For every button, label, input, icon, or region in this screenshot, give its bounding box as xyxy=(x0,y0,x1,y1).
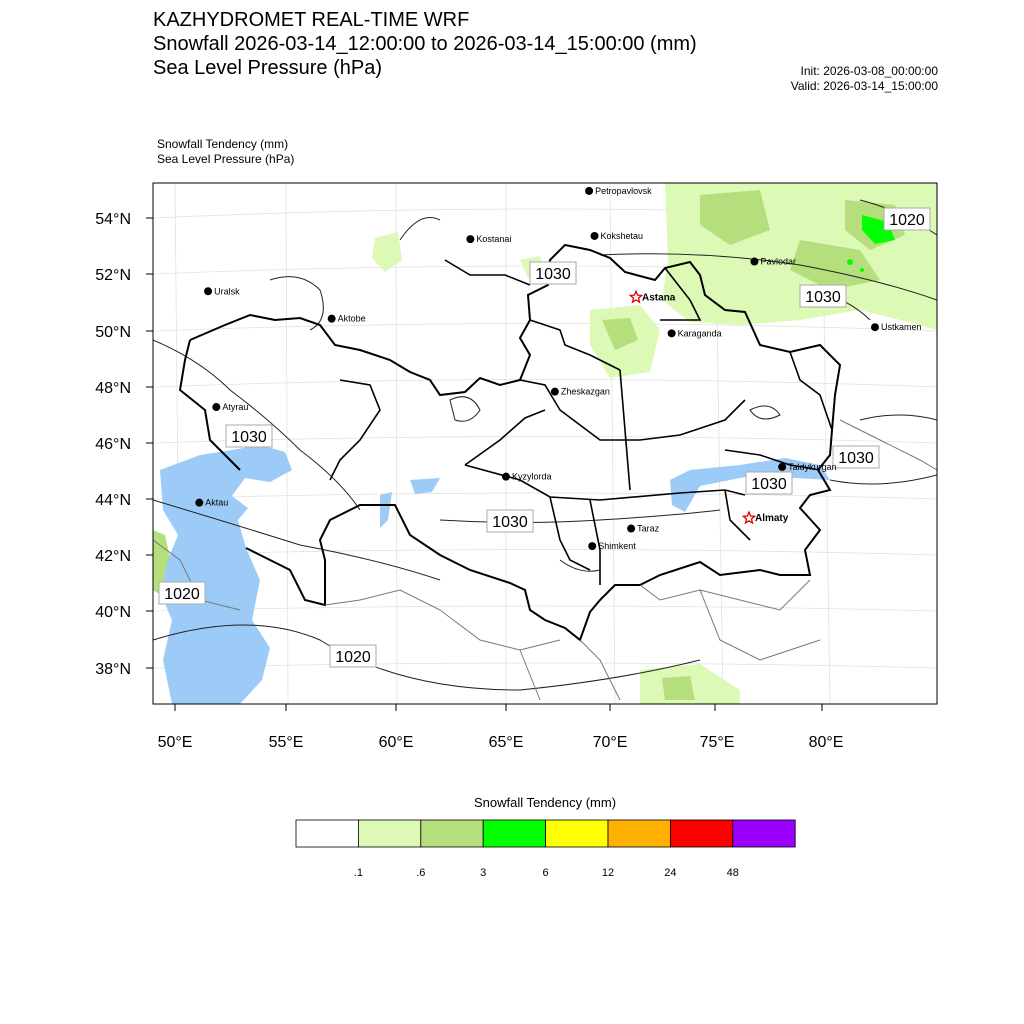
city-label: Kyzylorda xyxy=(511,471,552,482)
colorbar xyxy=(296,820,795,847)
map-title: KAZHYDROMET REAL-TIME WRF xyxy=(153,9,470,31)
city-label: Ustkamen xyxy=(880,322,922,333)
city-kostanai xyxy=(466,234,511,244)
lon-label: 55°E xyxy=(268,734,304,751)
colorbar-swatch xyxy=(546,820,608,847)
city-label: Kokshetau xyxy=(600,230,644,241)
lat-label: 48°N xyxy=(95,380,131,397)
svg-text:1030: 1030 xyxy=(838,450,874,467)
svg-text:1030: 1030 xyxy=(492,514,528,531)
city-label: Taldykurgan xyxy=(788,461,837,472)
isobar-label xyxy=(884,208,930,230)
field-label-pressure: Sea Level Pressure (hPa) xyxy=(157,152,295,166)
colorbar-label: 24 xyxy=(664,867,677,879)
city-dot xyxy=(204,287,212,295)
city-karaganda xyxy=(668,328,722,338)
lat-label: 50°N xyxy=(95,324,131,341)
colorbar-swatch xyxy=(733,820,795,847)
city-label: Aktau xyxy=(205,497,229,508)
city-dot xyxy=(212,403,220,411)
city-label: Petropavlovsk xyxy=(595,185,652,196)
city-dot xyxy=(627,525,635,533)
city-dot xyxy=(466,235,474,243)
lat-label: 42°N xyxy=(95,548,131,565)
city-dot xyxy=(750,258,758,266)
isobar-label xyxy=(530,262,576,284)
city-taraz xyxy=(627,524,660,534)
lon-label: 75°E xyxy=(699,734,735,751)
city-label: Uralsk xyxy=(214,286,240,297)
svg-text:1030: 1030 xyxy=(751,476,787,493)
isobar-label xyxy=(800,285,846,307)
lat-label: 38°N xyxy=(95,661,131,678)
colorbar-label: .1 xyxy=(353,867,363,879)
svg-text:1020: 1020 xyxy=(889,212,925,229)
city-uralsk xyxy=(204,286,240,296)
lon-label: 80°E xyxy=(808,734,844,751)
city-label: Shimkent xyxy=(598,541,636,552)
city-label: Zheskazgan xyxy=(560,386,610,397)
lon-label: 50°E xyxy=(157,734,193,751)
city-astana xyxy=(630,291,676,303)
capital-star-icon xyxy=(743,512,754,523)
colorbar-swatch xyxy=(358,820,420,847)
city-kokshetau xyxy=(591,231,644,241)
isobar-label xyxy=(833,446,879,468)
city-zheskazgan xyxy=(551,387,610,397)
lat-label: 44°N xyxy=(95,492,131,509)
pressure-field-title: Sea Level Pressure (hPa) xyxy=(153,57,383,79)
city-dot xyxy=(591,232,599,240)
lon-label: 65°E xyxy=(488,734,524,751)
city-almaty xyxy=(743,512,788,524)
isobar-label xyxy=(487,510,533,532)
svg-text:1020: 1020 xyxy=(335,649,371,666)
city-atyrau xyxy=(212,402,248,412)
svg-text:1030: 1030 xyxy=(805,289,841,306)
field-label-snowfall: Snowfall Tendency (mm) xyxy=(157,137,289,151)
lat-label: 52°N xyxy=(95,267,131,284)
lat-label: 46°N xyxy=(95,436,131,453)
colorbar-label: .6 xyxy=(416,867,426,879)
city-dot xyxy=(585,187,593,195)
city-ustkamen xyxy=(871,322,922,332)
colorbar-swatch xyxy=(608,820,670,847)
colorbar-swatch xyxy=(670,820,732,847)
city-label: Karaganda xyxy=(677,328,722,339)
svg-text:1020: 1020 xyxy=(164,586,200,603)
city-aktobe xyxy=(328,314,366,324)
city-dot xyxy=(328,315,336,323)
city-label: Aktobe xyxy=(337,313,366,324)
colorbar-title: Snowfall Tendency (mm) xyxy=(473,795,617,810)
lat-label: 54°N xyxy=(95,211,131,228)
city-kyzylorda xyxy=(502,472,552,482)
isobar-label xyxy=(330,645,376,667)
city-dot xyxy=(195,499,203,507)
city-dot xyxy=(551,388,559,396)
colorbar-label: 3 xyxy=(480,867,487,879)
city-label: Kostanai xyxy=(476,234,512,245)
isobar-label xyxy=(226,425,272,447)
colorbar-label: 6 xyxy=(542,867,549,879)
lon-label: 70°E xyxy=(592,734,628,751)
lat-axis xyxy=(95,211,131,678)
colorbar-swatch xyxy=(296,820,358,847)
colorbar-label: 12 xyxy=(601,867,615,879)
colorbar-swatch xyxy=(421,820,483,847)
lat-label: 40°N xyxy=(95,604,131,621)
city-petropavlovsk xyxy=(585,186,652,196)
city-label: Almaty xyxy=(754,513,789,525)
colorbar-label: 48 xyxy=(726,867,739,879)
snowfall-period: Snowfall 2026-03-14_12:00:00 to 2026-03-14_15:00:00 (mm) xyxy=(153,33,697,55)
svg-text:1030: 1030 xyxy=(535,266,571,283)
lon-label: 60°E xyxy=(378,734,414,751)
init-time: Init: 2026-03-08_00:00:00 xyxy=(800,64,938,78)
isobar-label xyxy=(746,472,792,494)
city-dot xyxy=(778,463,786,471)
svg-text:1030: 1030 xyxy=(231,429,267,446)
valid-time: Valid: 2026-03-14_15:00:00 xyxy=(790,79,938,93)
colorbar-swatch xyxy=(483,820,545,847)
city-dot xyxy=(668,329,676,337)
lon-axis xyxy=(158,734,844,751)
capital-star-icon xyxy=(630,291,641,302)
city-dot xyxy=(871,323,879,331)
city-label: Astana xyxy=(642,292,676,304)
city-aktau xyxy=(195,498,228,508)
city-dot xyxy=(588,542,596,550)
city-label: Taraz xyxy=(637,523,660,534)
city-label: Atyrau xyxy=(222,402,249,413)
city-dot xyxy=(502,473,510,481)
city-label: Pavlodar xyxy=(760,256,796,267)
isobar-label xyxy=(159,582,205,604)
